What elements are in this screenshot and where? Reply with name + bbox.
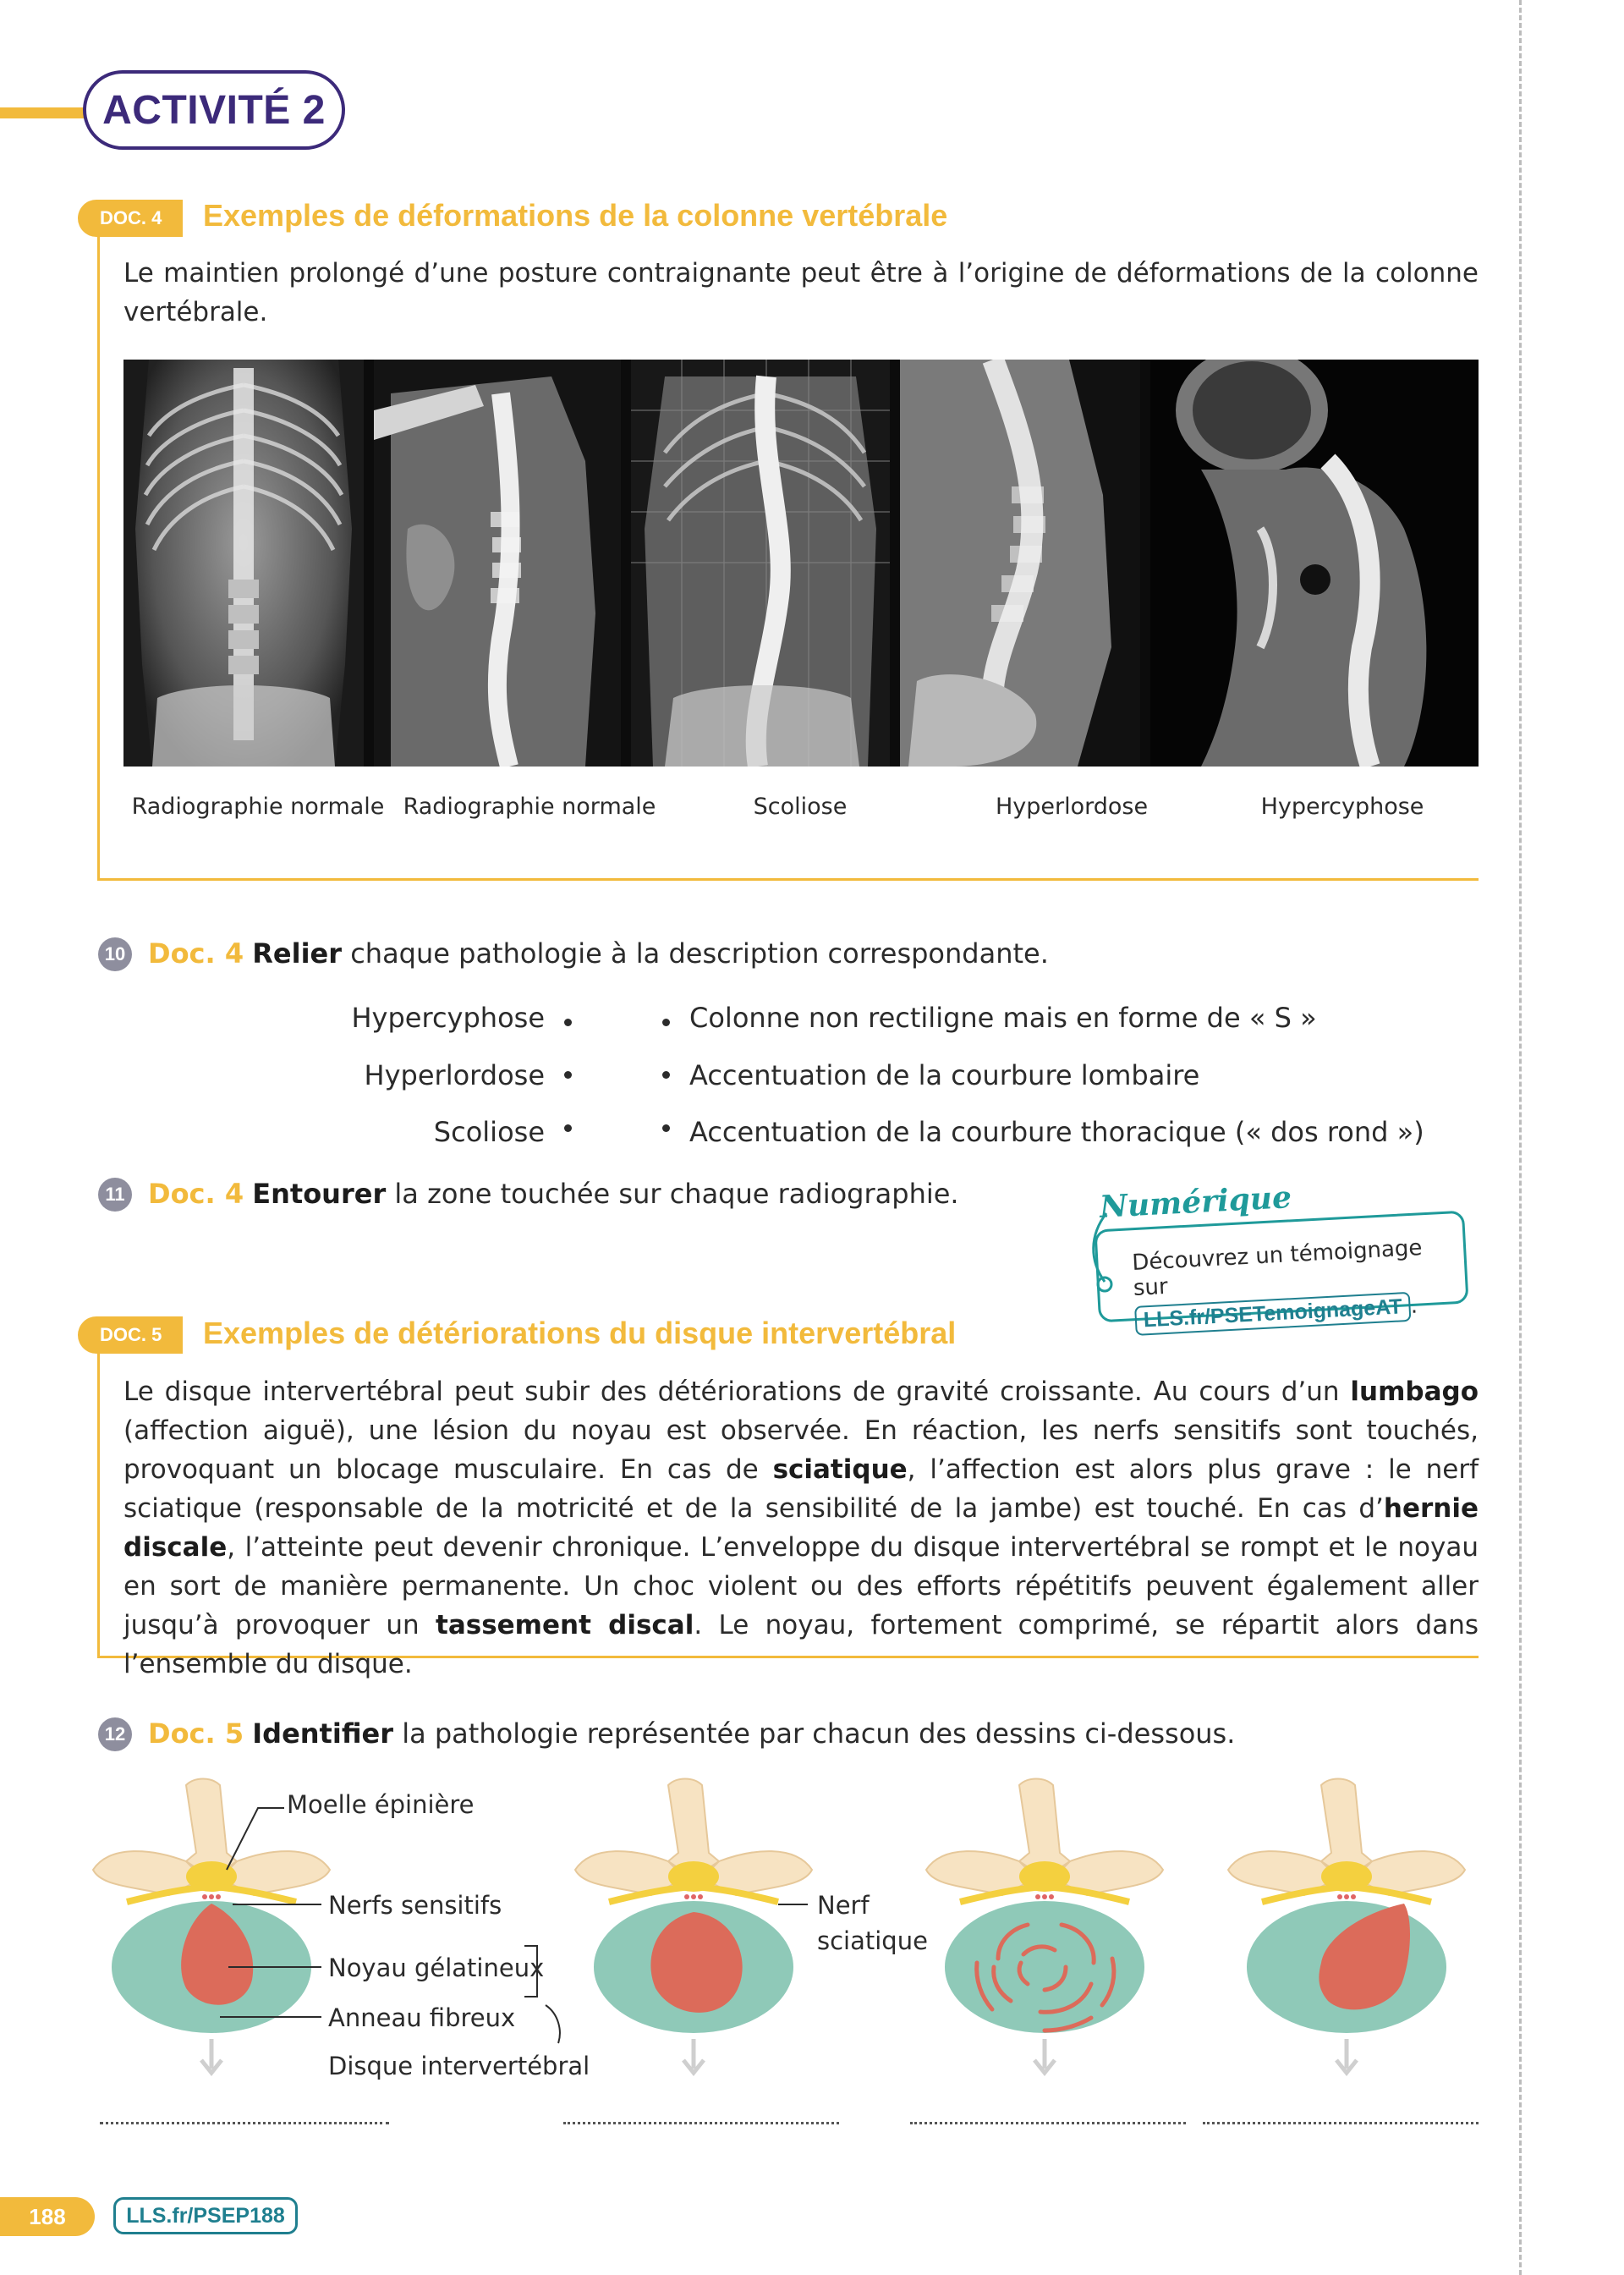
caption-normal-1: Radiographie normale [131,794,385,820]
label-nerfs-sensitifs: Nerfs sensitifs [328,1891,502,1920]
xray-hypercyphosis [1150,360,1479,767]
q11-docref: Doc. 4 [148,1178,244,1210]
doc5-bold-sciatique: sciatique [772,1454,908,1485]
xray-normal-side [374,360,621,767]
question-number-10: 10 [98,937,132,971]
match-left-scoliose: Scoliose [433,1116,545,1148]
match-left-hypercyphose: Hypercyphose [351,1002,545,1034]
label-anneau-fibreux: Anneau fibreux [328,2003,516,2032]
numerique-period: . [1409,1293,1418,1319]
q11-verb: Entourer [252,1178,387,1210]
xray-normal-front [123,360,364,767]
answer-line-4[interactable] [1203,2122,1479,2124]
label-nerf: Nerf [817,1891,870,1920]
doc4-tag: DOC. 4 [78,200,183,237]
doc5-bold-hernie: hernie discale [123,1493,1479,1563]
xray-scoliosis [631,360,890,767]
numerique-link[interactable]: LLS.fr/PSETemoignageAT [1134,1292,1411,1336]
caption-hypercyphosis: Hypercyphose [1260,794,1424,820]
match-right-s-shape: Colonne non rectiligne mais en forme de « S » [689,1002,1317,1034]
page-number: 188 [0,2197,95,2236]
xray-hyperlordosis [900,360,1140,767]
doc5-text-5: . Le noyau, fortement comprimé, se répartit alors dans l’ensemble du disque. [123,1610,1479,1679]
label-disque-intervertebral: Disque intervertébral [328,2052,590,2080]
q12-verb: Identifier [252,1717,394,1750]
xray-strip [123,360,1479,767]
match-right-lombaire: Accentuation de la courbure lombaire [689,1059,1200,1091]
doc5-bold-lumbago: lumbago [1350,1377,1479,1407]
q10-text: chaque pathologie à la description correspondante. [342,937,1049,970]
match-right-thoracique: Accentuation de la courbure thoracique (« dos rond ») [689,1116,1424,1148]
numerique-arrow-icon [1083,1210,1116,1303]
footer-link[interactable]: LLS.fr/PSEP188 [113,2197,298,2234]
answer-line-1[interactable] [100,2122,389,2124]
doc5-text-1: Le disque intervertébral peut subir des détériorations de gravité croissante. Au cours d’un [123,1377,1351,1407]
question-number-11: 11 [98,1178,132,1212]
q11-text: la zone touchée sur chaque radiographie. [386,1178,959,1210]
doc5-title: Exemples de détériorations du disque intervertébral [203,1316,957,1350]
question-12 [148,1717,1235,1750]
question-10 [148,937,1049,970]
q10-verb: Relier [252,937,343,970]
q10-docref: Doc. 4 [148,937,244,970]
match-dot-right-2[interactable] [662,1071,670,1079]
caption-normal-2: Radiographie normale [403,794,656,820]
vertebra-diagrams [85,1777,1489,2098]
doc4-title: Exemples de déformations de la colonne vertébrale [203,198,948,233]
match-left-hyperlordose: Hyperlordose [364,1059,545,1091]
numerique-text: Découvrez un témoignage sur [1131,1235,1424,1301]
doc4-intro: Le maintien prolongé d’une posture contraignante peut être à l’origine de déformations de la colonne vertébrale. [123,258,1479,327]
doc5-bold-tassement: tassement discal [436,1610,694,1640]
header-accent-bar [0,107,88,118]
match-dot-left-2[interactable] [564,1071,572,1079]
match-dot-right-1[interactable] [662,1019,670,1026]
caption-scoliosis: Scoliose [753,794,848,820]
label-noyau-gelatineux: Noyau gélatineux [328,1954,545,1982]
doc5-text-4: , l’atteinte peut devenir chronique. L’enveloppe du disque intervertébral se rompt et le noyau en sort de manière permanente. Un choc violent ou des efforts répétitifs peuvent également aller jusqu’à provoquer un [123,1532,1479,1640]
match-dot-left-3[interactable] [564,1124,572,1132]
doc5-tag: DOC. 5 [78,1316,183,1354]
label-sciatique: sciatique [817,1926,928,1955]
match-dot-right-3[interactable] [662,1124,670,1132]
numerique-title: Numérique [1099,1179,1292,1225]
answer-line-3[interactable] [910,2122,1186,2124]
question-number-12: 12 [98,1717,132,1751]
page-margin-dashed-line [1519,0,1522,2275]
match-dot-left-1[interactable] [564,1019,572,1026]
answer-line-2[interactable] [563,2122,839,2124]
caption-hyperlordosis: Hyperlordose [995,794,1149,820]
q12-docref: Doc. 5 [148,1717,244,1750]
question-11 [148,1178,959,1210]
doc5-text-3: , l’affection est alors plus grave : le nerf sciatique (responsable de la motricité et de la sensibilité de la jambe) est touché. En cas d’ [123,1454,1479,1524]
numerique-content [1132,1234,1457,1336]
doc5-paragraph [123,1372,1479,1684]
q12-text: la pathologie représentée par chacun des dessins ci-dessous. [393,1717,1236,1750]
doc5-text-2: (affection aiguë), une lésion du noyau est observée. En réaction, les nerfs sensitifs sont touchés, provoquant un blocage musculaire. En cas de [123,1415,1479,1485]
label-moelle-epiniere: Moelle épinière [287,1790,475,1819]
activity-title: ACTIVITÉ 2 [83,70,345,150]
